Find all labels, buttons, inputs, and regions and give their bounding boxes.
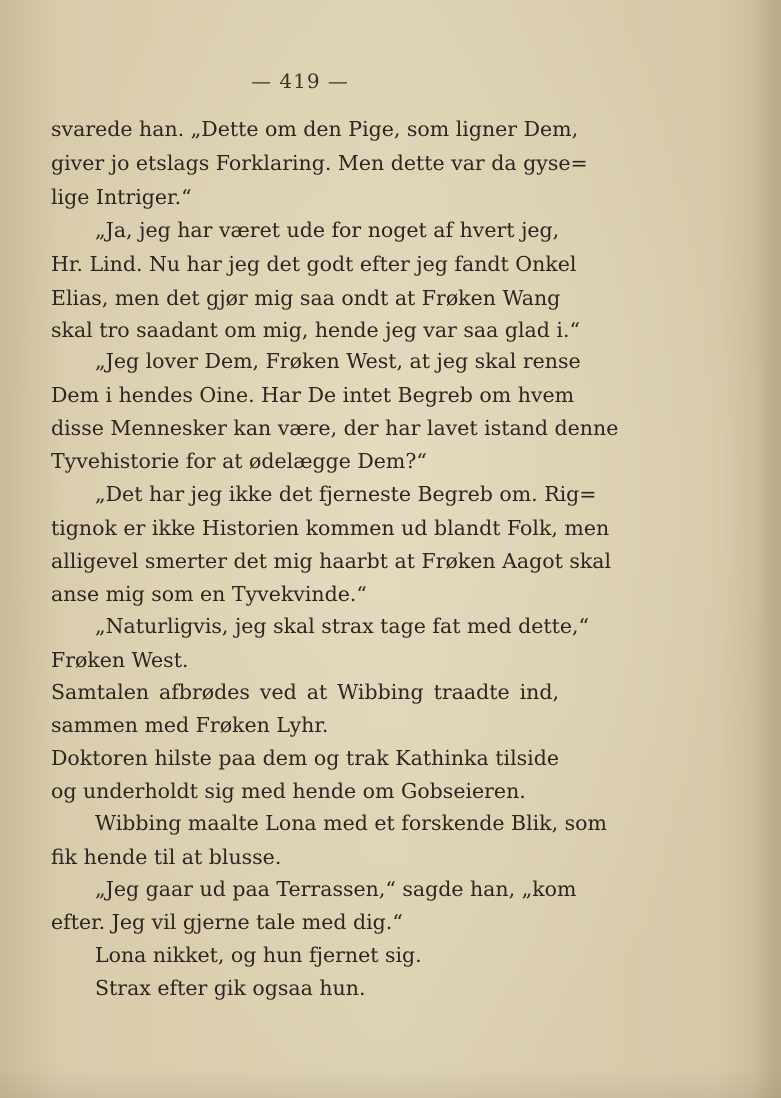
- text-line: anse mig som en Tyvekvinde.“: [51, 582, 367, 606]
- text-line: „Jeg lover Dem, Frøken West, at jeg skal rense: [95, 349, 581, 373]
- bottom-edge-shadow: [0, 1068, 781, 1098]
- text-line: Elias, men det gjør mig saa ondt at Frøken Wang: [51, 286, 561, 310]
- text-line: „Det har jeg ikke det fjerneste Begreb om. Rig=: [95, 482, 597, 506]
- text-line: lige Intriger.“: [51, 185, 192, 209]
- text-line: efter. Jeg vil gjerne tale med dig.“: [51, 910, 403, 934]
- text-line: Hr. Lind. Nu har jeg det godt efter jeg fandt Onkel: [51, 252, 577, 276]
- text-line: fik hende til at blusse.: [51, 845, 282, 869]
- text-line: Tyvehistorie for at ødelægge Dem?“: [51, 449, 427, 473]
- text-line: disse Mennesker kan være, der har lavet istand denne: [51, 416, 619, 440]
- text-line: Strax efter gik ogsaa hun.: [95, 976, 366, 1000]
- text-line: Samtalen afbrødes ved at Wibbing traadte ind,: [51, 680, 559, 704]
- text-line: tignok er ikke Historien kommen ud blandt Folk, men: [51, 516, 610, 540]
- text-line: svarede han. „Dette om den Pige, som ligner Dem,: [51, 117, 579, 141]
- text-line: Wibbing maalte Lona med et forskende Blik, som: [95, 811, 607, 835]
- text-line: Doktoren hilste paa dem og trak Kathinka tilside: [51, 746, 559, 770]
- text-line: „Jeg gaar ud paa Terrassen,“ sagde han, „kom: [95, 877, 577, 901]
- page-number: — 419 —: [251, 69, 349, 93]
- text-line: „Ja, jeg har været ude for noget af hvert jeg,: [95, 218, 560, 242]
- text-line: skal tro saadant om mig, hende jeg var saa glad i.“: [51, 318, 580, 342]
- page-edge-shadow: [755, 0, 781, 1098]
- text-line: sammen med Frøken Lyhr.: [51, 713, 329, 737]
- text-line: „Naturligvis, jeg skal strax tage fat med dette,“: [95, 614, 590, 638]
- text-line: Frøken West.: [51, 648, 189, 672]
- text-line: alligevel smerter det mig haarbt at Frøken Aagot skal: [51, 549, 612, 573]
- text-line: og underholdt sig med hende om Gobseieren.: [51, 779, 526, 803]
- text-line: Lona nikket, og hun fjernet sig.: [95, 943, 422, 967]
- text-line: Dem i hendes Oine. Har De intet Begreb om hvem: [51, 383, 575, 407]
- text-line: giver jo etslags Forklaring. Men dette var da gyse=: [51, 151, 588, 175]
